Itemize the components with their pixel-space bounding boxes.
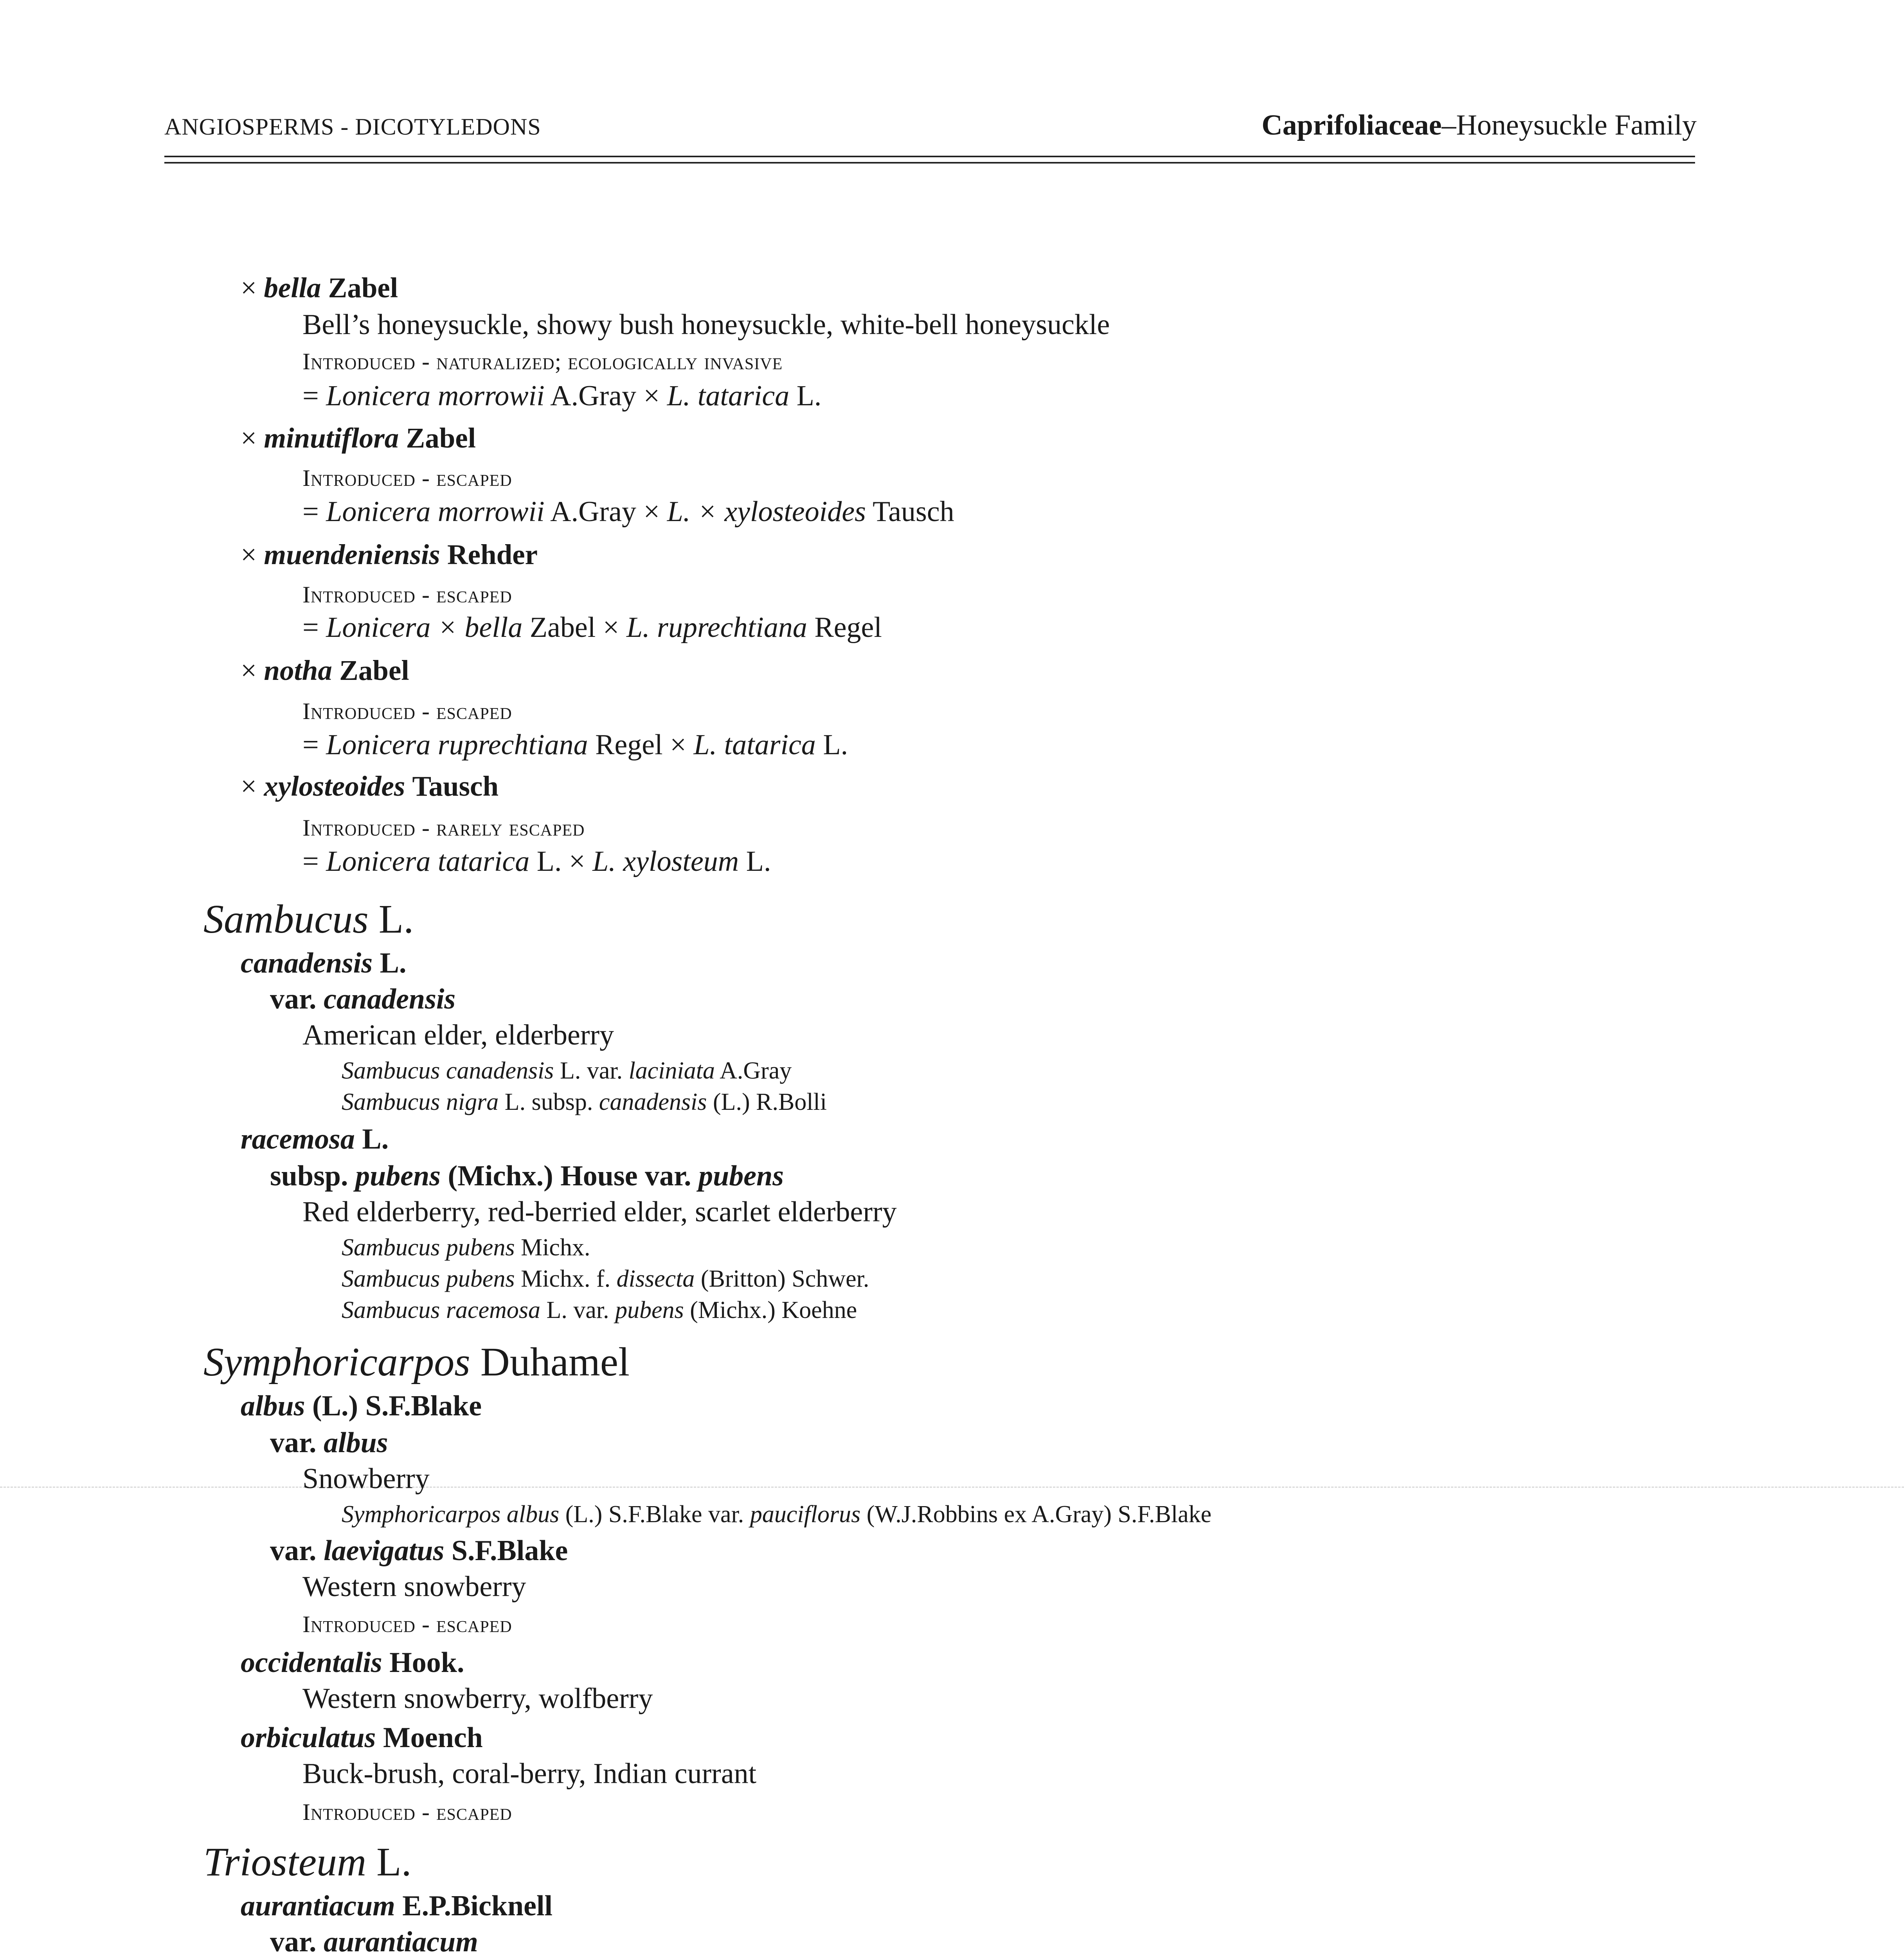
header-family-common: –Honeysuckle Family <box>1441 109 1697 141</box>
common-names-pubens: Red elderberry, red-berried elder, scarlet elderberry <box>302 1196 897 1228</box>
synonym-line: Sambucus canadensis L. var. laciniata A.Gray <box>342 1057 792 1084</box>
species-orbiculatus: orbiculatus Moench <box>241 1722 483 1754</box>
variety-laevigatus: var. laevigatus S.F.Blake <box>270 1535 568 1567</box>
status-notha: Introduced - escaped <box>302 698 512 724</box>
species-canadensis: canadensis L. <box>241 947 407 979</box>
synonym-line: Sambucus pubens Michx. f. dissecta (Britton) Schwer. <box>342 1266 869 1292</box>
parentage-minutiflora: = Lonicera morrowii A.Gray × L. × xylosteoides Tausch <box>302 496 954 528</box>
header-rule-top <box>164 156 1695 157</box>
scan-artifact-line <box>0 1487 1904 1488</box>
taxon-muendeniensis: × muendeniensis Rehder <box>241 539 538 570</box>
synonym-line: Sambucus pubens Michx. <box>342 1234 590 1261</box>
common-names-albus: Snowberry <box>302 1463 430 1495</box>
subspecies-pubens: subsp. pubens (Michx.) House var. pubens <box>270 1160 784 1192</box>
synonym-line: Sambucus nigra L. subsp. canadensis (L.) R.Bolli <box>342 1089 827 1115</box>
species-albus: albus (L.) S.F.Blake <box>241 1390 482 1422</box>
species-aurantiacum: aurantiacum E.P.Bicknell <box>241 1890 553 1922</box>
parentage-notha: = Lonicera ruprechtiana Regel × L. tatarica L. <box>302 729 848 761</box>
common-names-laevigatus: Western snowberry <box>302 1571 526 1603</box>
genus-triosteum: Triosteum L. <box>203 1839 412 1884</box>
status-minutiflora: Introduced - escaped <box>302 465 512 491</box>
status-bella: Introduced - naturalized; ecologically invasive <box>302 349 783 374</box>
common-names-occidentalis: Western snowberry, wolfberry <box>302 1683 653 1715</box>
common-names-orbiculatus: Buck-brush, coral-berry, Indian currant <box>302 1758 757 1790</box>
status-xylosteoides: Introduced - rarely escaped <box>302 815 585 841</box>
species-occidentalis: occidentalis Hook. <box>241 1647 464 1679</box>
synonym-line: Symphoricarpos albus (L.) S.F.Blake var. pauciflorus (W.J.Robbins ex A.Gray) S.F.Blake <box>342 1501 1212 1528</box>
variety-canadensis: var. canadensis <box>270 983 456 1015</box>
synonym-line: Sambucus racemosa L. var. pubens (Michx.) Koehne <box>342 1297 857 1323</box>
header-family-name: Caprifoliaceae <box>1262 109 1442 141</box>
parentage-xylosteoides: = Lonicera tatarica L. × L. xylosteum L. <box>302 845 771 877</box>
genus-symphoricarpos: Symphoricarpos Duhamel <box>203 1339 630 1384</box>
genus-sambucus: Sambucus L. <box>203 897 414 942</box>
header-section-title: ANGIOSPERMS - DICOTYLEDONS <box>164 114 541 140</box>
parentage-muendeniensis: = Lonicera × bella Zabel × L. ruprechtiana Regel <box>302 611 882 644</box>
taxon-xylosteoides: × xylosteoides Tausch <box>241 770 499 802</box>
parentage-bella: = Lonicera morrowii A.Gray × L. tatarica L. <box>302 380 822 412</box>
status-laevigatus: Introduced - escaped <box>302 1611 512 1637</box>
status-orbiculatus: Introduced - escaped <box>302 1799 512 1825</box>
status-muendeniensis: Introduced - escaped <box>302 582 512 608</box>
header-rule-bottom <box>164 162 1695 164</box>
header-family-title <box>1262 109 1697 142</box>
variety-aurantiacum: var. aurantiacum <box>270 1926 478 1956</box>
taxon-minutiflora: × minutiflora Zabel <box>241 422 476 454</box>
taxon-bella: × bella Zabel <box>241 272 398 304</box>
species-racemosa: racemosa L. <box>241 1123 389 1155</box>
variety-albus: var. albus <box>270 1427 388 1459</box>
common-names-canadensis: American elder, elderberry <box>302 1019 614 1051</box>
taxon-notha: × notha Zabel <box>241 654 409 686</box>
common-names-bella: Bell’s honeysuckle, showy bush honeysuckle, white-bell honeysuckle <box>302 309 1110 341</box>
